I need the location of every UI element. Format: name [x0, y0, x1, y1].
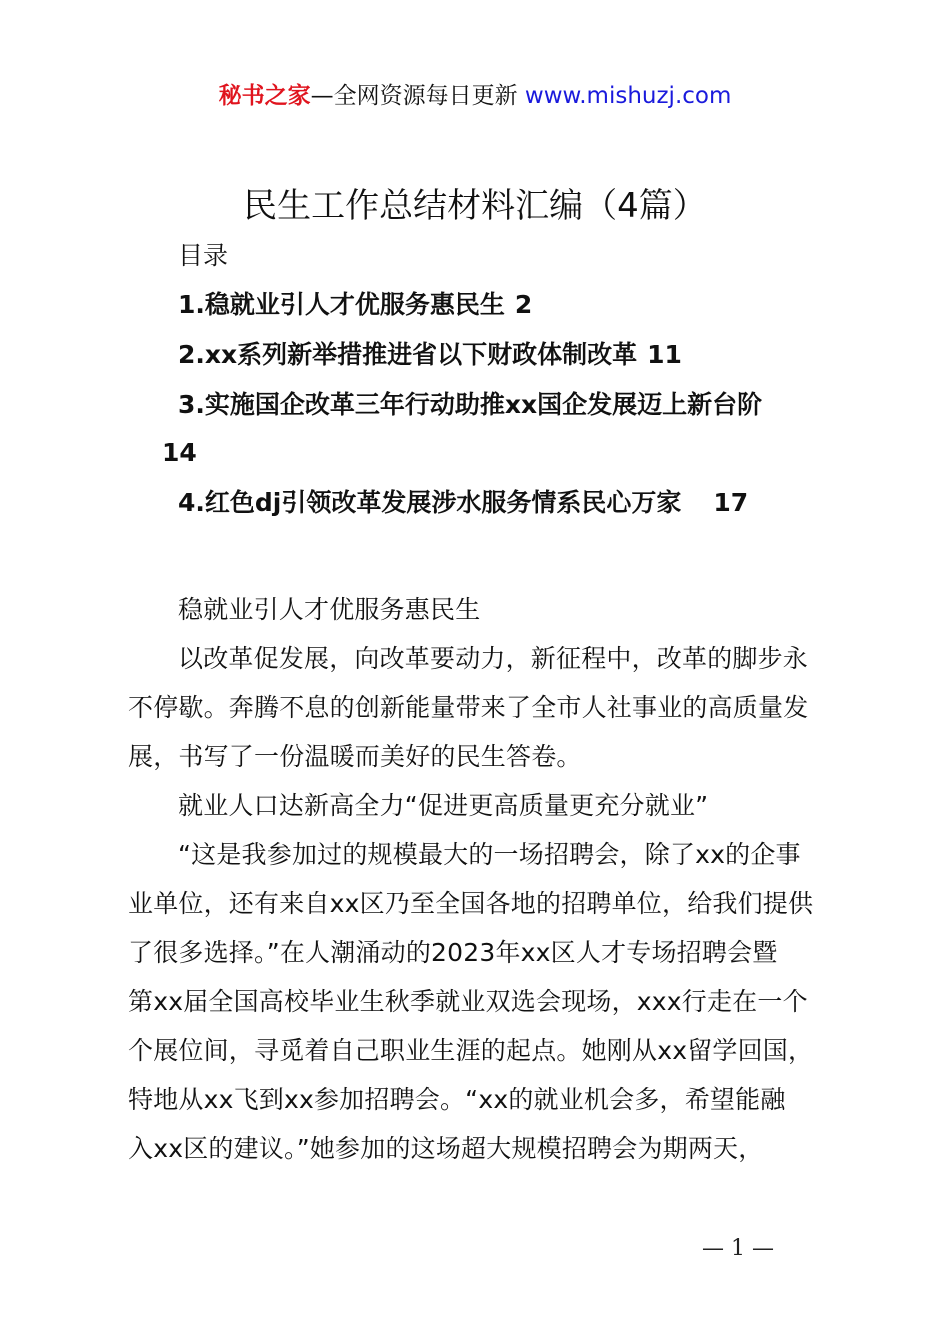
site-url-link[interactable]: www.mishuzj.com	[524, 83, 732, 109]
toc-item-3-page: 14	[162, 438, 197, 467]
toc-item-page: 2	[514, 290, 533, 319]
toc-item-4[interactable]	[178, 485, 868, 521]
section-heading: 稳就业引人才优服务惠民生	[178, 595, 481, 624]
toc-heading: 目录	[178, 241, 229, 270]
paragraph-line: 以改革促发展，向改革要动力，新征程中，改革的脚步永	[178, 644, 809, 673]
page-number: — 1 —	[702, 1236, 774, 1261]
paragraph-line: 个展位间，寻觅着自己职业生涯的起点。她刚从xx留学回国，	[128, 1036, 814, 1065]
toc-item-page: 11	[647, 340, 682, 369]
paragraph-1	[128, 634, 838, 781]
toc-item-label: 1.稳就业引人才优服务惠民生	[178, 290, 505, 319]
paragraph-line: 不停歇。奔腾不息的创新能量带来了全市人社事业的高质量发	[128, 693, 809, 722]
site-slogan: —全网资源每日更新	[310, 83, 525, 109]
paragraph-2	[128, 830, 838, 1173]
paragraph-line: “这是我参加过的规模最大的一场招聘会，除了xx的企事	[178, 840, 801, 869]
paragraph-line: 第xx届全国高校毕业生秋季就业双选会现场，xxx行走在一个	[128, 987, 808, 1016]
site-name: 秘书之家	[218, 83, 311, 109]
toc-item-label: 4.红色dj引领改革发展涉水服务情系民心万家	[178, 488, 682, 517]
toc-item-label: 3.实施国企改革三年行动助推xx国企发展迈上新台阶	[178, 390, 763, 419]
toc-item-page: 17	[713, 488, 749, 517]
toc-item-2[interactable]	[178, 337, 868, 373]
paragraph-line: 入xx区的建议。”她参加的这场超大规模招聘会为期两天，	[128, 1134, 764, 1163]
subheading: 就业人口达新高全力“促进更高质量更充分就业”	[178, 791, 709, 820]
paragraph-line: 特地从xx飞到xx参加招聘会。“xx的就业机会多，希望能融	[128, 1085, 786, 1114]
document-title: 民生工作总结材料汇编（4篇）	[243, 186, 707, 226]
toc-item-1[interactable]	[178, 287, 868, 323]
paragraph-line: 业单位，还有来自xx区乃至全国各地的招聘单位，给我们提供	[128, 889, 814, 918]
site-header	[0, 80, 950, 112]
toc-item-label: 2.xx系列新举措推进省以下财政体制改革	[178, 340, 638, 369]
paragraph-line: 展，书写了一份温暖而美好的民生答卷。	[128, 742, 582, 771]
toc-item-3[interactable]	[178, 387, 868, 423]
paragraph-line: 了很多选择。”在人潮涌动的2023年xx区人才专场招聘会暨	[128, 938, 778, 967]
